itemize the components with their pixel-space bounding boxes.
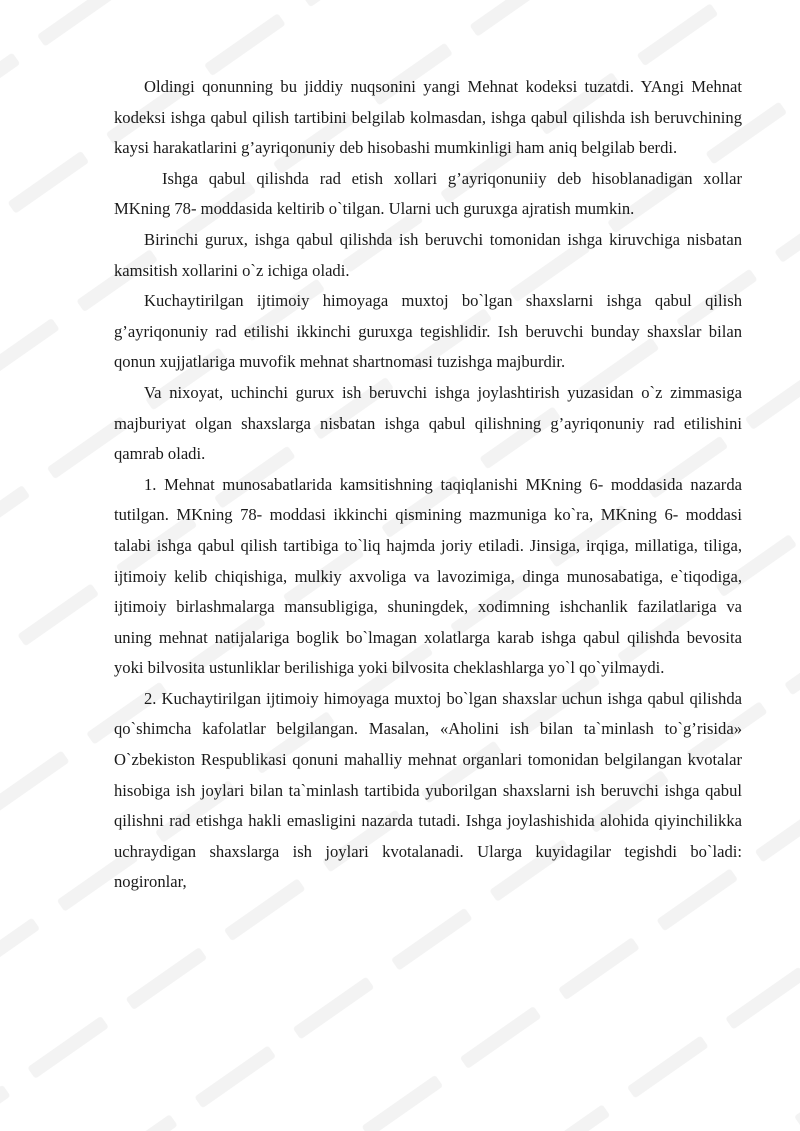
paragraph-5: Va nixoyat, uchinchi gurux ish beruvchi ishga joylashtirish yuzasidan o`z zimmasiga majburiyat olgan shaxslarga nisbatan ishga qabul qilishning g’ayriqonuniy rad etilishini qamrab oladi. bbox=[114, 382, 742, 464]
paragraph-3: Birinchi gurux, ishga qabul qilishda ish beruvchi tomonidan ishga kiruvchiga nisbatan kamsitish xollarini o`z ichiga oladi. bbox=[114, 229, 742, 280]
paragraph-6: 1. Mehnat munosabatlarida kamsitishning taqiqlanishi MKning 6- moddasida nazarda tutilgan. MKning 78- moddasi ikkinchi qismining mazmuniga ko`ra, MKning 6- moddasi talabi ishga qabul qilish tartibiga to`liq hajmda joriy etiladi. Jinsiga, irqiga, millatiga, tiliga, ijtimoiy kelib chiqishiga, mulkiy axvoliga va lavozimiga, dinga munosabatiga, e`tiqodiga, ijtimoiy birlashmalarga mansubligiga, shuningdek, xodimning ishchanlik fazilatlariga va uning mehnat natijalariga boglik bo`lmagan xolatlarga karab ishga qabul qilishda bevosita yoki bilvosita ustunliklar berilishiga yoki bilvosita cheklashlarga yo`l qo`yilmaydi. bbox=[114, 474, 742, 678]
paragraph-4: Kuchaytirilgan ijtimoiy himoyaga muxtoj bo`lgan shaxslarni ishga qabul qilish g’ayriqonuniy rad etilishi ikkinchi guruxga tegishlidir. Ish beruvchi bunday shaxslar bilan qonun xujjatlariga muvofik mehnat shartnomasi tuzishga majburdir. bbox=[114, 291, 742, 372]
paragraph-1: Oldingi qonunning bu jiddiy nuqsonini yangi Mehnat kodeksi tuzatdi. YAngi Mehnat kodeksi ishga qabul qilish tartibini belgilab kolmasdan, ishga qabul qilishda ish beruvchining kaysi harakatlarini g’ayriqonuniy deb hisobashi mumkinligi ham aniq belgilab berdi. bbox=[114, 77, 742, 158]
paragraph-7: 2. Kuchaytirilgan ijtimoiy himoyaga muxtoj bo`lgan shaxslar uchun ishga qabul qilishda qo`shimcha kafolatlar belgilangan. Masalan, «Aholini ish bilan ta`minlash to`g’risida» O`zbekiston Respublikasi qonuni mahalliy mehnat organlari tomonidan belgilangan kvotalar hisobiga ish joylari bilan ta`minlash tartibida yuborilgan shaxslarni ish beruvchi ishga qabul qilishni rad etishga hakli emasligini nazarda tutadi. Ishga joylashishida alohida qiyinchilikka uchraydigan shaxslarga ish joylari kvotalanadi. Ularga kuyidagilar tegishdi bo`ladi: nogironlar, bbox=[114, 688, 742, 892]
document-body bbox=[114, 72, 742, 898]
paragraph-2: Ishga qabul qilishda rad etish xollari g’ayriqonuniiy deb hisoblanadigan xollar MKning 78- moddasida keltirib o`tilgan. Ularni uch guruxga ajratish mumkin. bbox=[114, 168, 742, 219]
